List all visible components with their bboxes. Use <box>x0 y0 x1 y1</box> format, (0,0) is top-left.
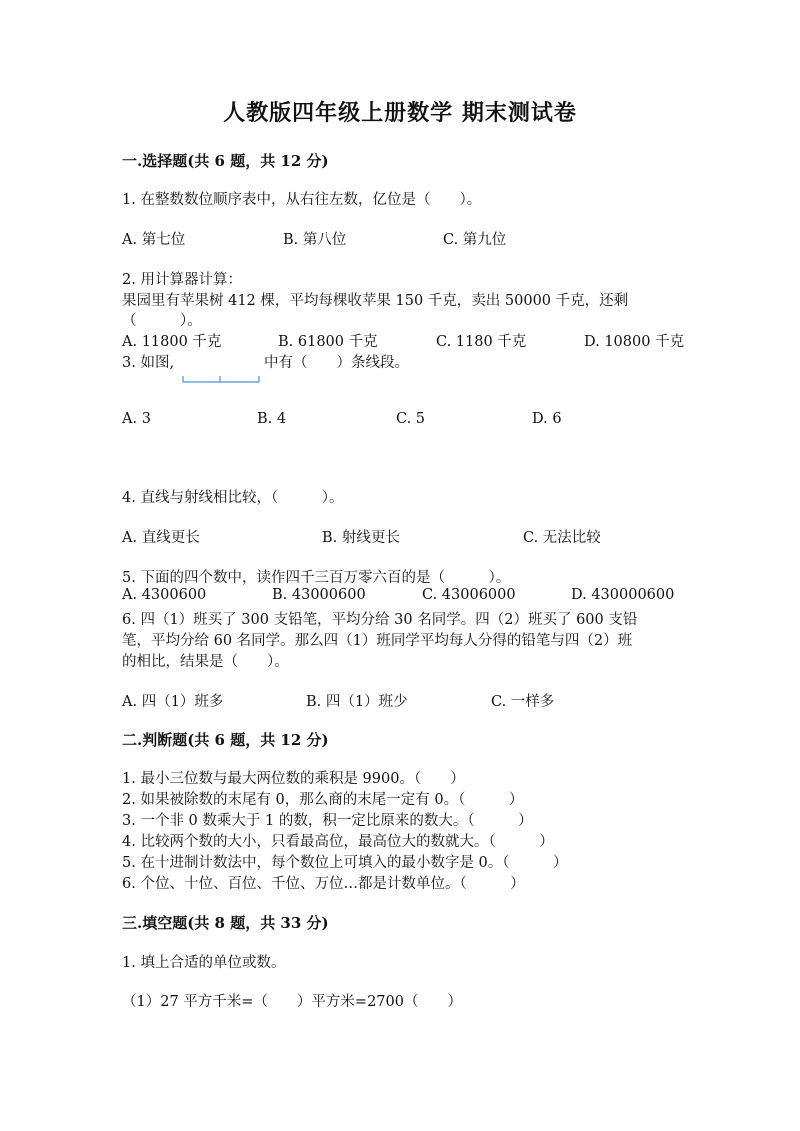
question-2-stem-line3: （ ）。 <box>122 313 202 329</box>
q3-option-c: C. 5 <box>396 411 426 427</box>
q5-option-c: C. 43006000 <box>422 587 516 603</box>
question-5-stem: 5. 下面的四个数中，读作四千三百万零六百的是（ ）。 <box>122 570 511 586</box>
q2-option-c: C. 1180 千克 <box>436 334 527 350</box>
judge-item: 2. 如果被除数的末尾有 0，那么商的末尾一定有 0。（ ） <box>122 792 524 808</box>
q5-option-a: A. 4300600 <box>122 587 207 603</box>
question-6-stem-line3: 的相比，结果是（ ）。 <box>122 654 289 670</box>
page-title: 人教版四年级上册数学 期末测试卷 <box>223 100 577 126</box>
q4-option-c: C. 无法比较 <box>523 530 601 546</box>
q6-option-b: B. 四（1）班少 <box>306 694 408 710</box>
judge-item: 6. 个位、十位、百位、千位、万位…都是计数单位。（ ） <box>122 876 525 892</box>
judge-item: 1. 最小三位数与最大两位数的乘积是 9900。（ ） <box>122 771 465 787</box>
question-3-stem-b: 中有（ ）条线段。 <box>264 355 409 371</box>
fill-question-1: 1. 填上合适的单位或数。 <box>122 955 286 971</box>
section-heading-choice: 一.选择题(共 6 题，共 12 分) <box>122 152 329 170</box>
q1-option-b: B. 第八位 <box>283 232 347 248</box>
section-heading-judge: 二.判断题(共 6 题，共 12 分) <box>122 731 329 749</box>
judge-item: 5. 在十进制计数法中，每个数位上可填入的最小数字是 0。（ ） <box>122 855 568 871</box>
q5-option-b: B. 43000600 <box>272 587 366 603</box>
q6-option-a: A. 四（1）班多 <box>122 694 224 710</box>
q2-option-b: B. 61800 千克 <box>278 334 378 350</box>
q6-option-c: C. 一样多 <box>491 694 555 710</box>
question-6-stem-line1: 6. 四（1）班买了 300 支铅笔，平均分给 30 名同学。四（2）班买了 600 支铅 <box>122 612 638 628</box>
q4-option-a: A. 直线更长 <box>122 530 200 546</box>
q2-option-a: A. 11800 千克 <box>122 334 222 350</box>
judge-item: 4. 比较两个数的大小，只看最高位，最高位大的数就大。（ ） <box>122 834 554 850</box>
question-1-stem: 1. 在整数数位顺序表中，从右往左数，亿位是（ ）。 <box>122 192 482 208</box>
line-segment-figure <box>182 376 260 383</box>
question-2-stem-line1: 2. 用计算器计算： <box>122 272 242 288</box>
q4-option-b: B. 射线更长 <box>322 530 400 546</box>
question-3-stem-a: 3. 如图, <box>122 355 175 371</box>
q3-option-d: D. 6 <box>532 411 562 427</box>
fill-question-1-part-1: （1）27 平方千米=（ ）平方米=2700（ ） <box>122 994 462 1010</box>
question-2-stem-line2: 果园里有苹果树 412 棵，平均每棵收苹果 150 千克，卖出 50000 千克，还剩 <box>122 293 629 309</box>
section-heading-fill: 三.填空题(共 8 题，共 33 分) <box>122 914 329 932</box>
q2-option-d: D. 10800 千克 <box>584 334 685 350</box>
judge-item: 3. 一个非 0 数乘大于 1 的数，积一定比原来的数大。（ ） <box>122 813 533 829</box>
question-4-stem: 4. 直线与射线相比较，（ ）。 <box>122 490 344 506</box>
q3-option-b: B. 4 <box>257 411 287 427</box>
q1-option-a: A. 第七位 <box>122 232 186 248</box>
question-6-stem-line2: 笔，平均分给 60 名同学。那么四（1）班同学平均每人分得的铅笔与四（2）班 <box>122 633 633 649</box>
q5-option-d: D. 430000600 <box>571 587 675 603</box>
q1-option-c: C. 第九位 <box>443 232 507 248</box>
q3-option-a: A. 3 <box>122 411 151 427</box>
